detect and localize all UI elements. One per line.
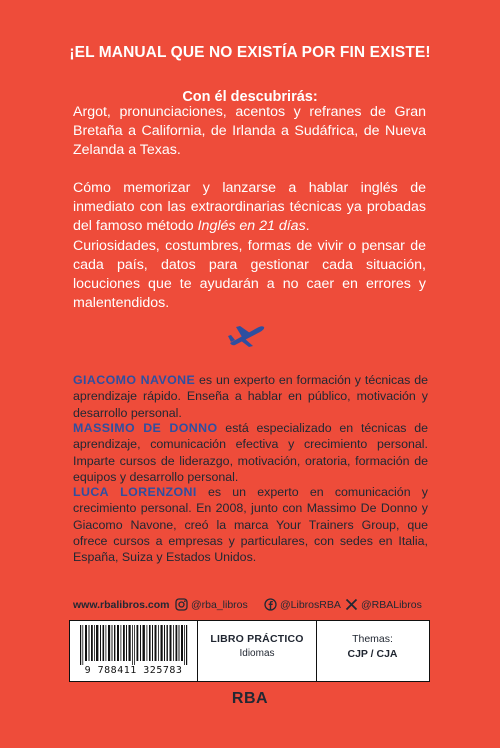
barcode bbox=[70, 621, 197, 681]
themes-value: CJP / CJA bbox=[347, 648, 398, 660]
category-subtitle: Idiomas bbox=[239, 648, 275, 659]
intro-paragraph-1: Argot, pronunciaciones, acentos y refranes de Gran Bretaña a California, de Irlanda a Sudáfrica, de Nueva Zelanda a Texas. bbox=[73, 104, 426, 158]
x-handle: @RBALibros bbox=[361, 598, 422, 611]
category-cell bbox=[197, 621, 317, 681]
instagram-link[interactable] bbox=[175, 598, 248, 611]
author-name: GIACOMO NAVONE bbox=[73, 373, 196, 387]
themes-label: Themas: bbox=[352, 633, 393, 645]
author-bio-1 bbox=[73, 372, 428, 421]
method-title: Inglés en 21 días bbox=[197, 218, 306, 234]
barcode-bars bbox=[70, 621, 197, 665]
barcode-number: 9 788411 325783 bbox=[84, 665, 183, 676]
author-bio-text: está especializado en técnicas de aprendizaje, comunicación efectiva y crecimiento personal. Imparte cursos de liderazgo, motivación, oratoria, formación de equipos y desarrollo personal. bbox=[73, 421, 428, 484]
lead-heading: Con él descubrirás: bbox=[182, 89, 318, 105]
themes-cell bbox=[316, 621, 429, 681]
intro-paragraph-3: Curiosidades, costumbres, formas de vivir o pensar de cada país, datos para gestionar cada situación, locuciones que te ayudarán a no caer en errores y malentendidos. bbox=[73, 238, 426, 311]
p2-text-after: . bbox=[305, 218, 310, 234]
intro-paragraph-2 bbox=[73, 179, 426, 236]
p2-text-before: Cómo memorizar y lanzarse a hablar inglés de inmediato con las extraordinarias técnicas ya probadas del famoso método bbox=[73, 180, 426, 234]
instagram-handle: @rba_libros bbox=[191, 598, 248, 611]
author-bio-3 bbox=[73, 484, 428, 565]
website-link[interactable]: www.rbalibros.com bbox=[73, 599, 170, 611]
author-bio-2 bbox=[73, 420, 428, 485]
airplane-icon bbox=[227, 322, 267, 348]
book-info-box bbox=[69, 620, 430, 682]
facebook-link[interactable] bbox=[264, 598, 341, 611]
footer-links bbox=[73, 598, 433, 614]
x-icon bbox=[345, 598, 358, 611]
author-name: LUCA LORENZONI bbox=[73, 485, 197, 499]
author-bio-text: es un experto en comunicación y crecimiento personal. En 2008, junto con Massimo De Donno y Giacomo Navone, creó la marca Your Trainers Group, que ofrece cursos a empresas y particulares, con sedes en Italia, España, Suiza y Estados Unidos. bbox=[73, 485, 428, 565]
category-title: LIBRO PRÁCTICO bbox=[210, 633, 304, 645]
publisher-logo: RBA bbox=[231, 690, 269, 707]
headline: ¡EL MANUAL QUE NO EXISTÍA POR FIN EXISTE! bbox=[69, 44, 431, 61]
facebook-handle: @LibrosRBA bbox=[280, 598, 341, 611]
instagram-icon bbox=[175, 598, 188, 611]
facebook-icon bbox=[264, 598, 277, 611]
author-bio-text: es un experto en formación y técnicas de aprendizaje rápido. Enseña a hablar en público, motivación y desarrollo personal. bbox=[73, 373, 428, 420]
x-link[interactable] bbox=[345, 598, 422, 611]
author-name: MASSIMO DE DONNO bbox=[73, 421, 218, 435]
